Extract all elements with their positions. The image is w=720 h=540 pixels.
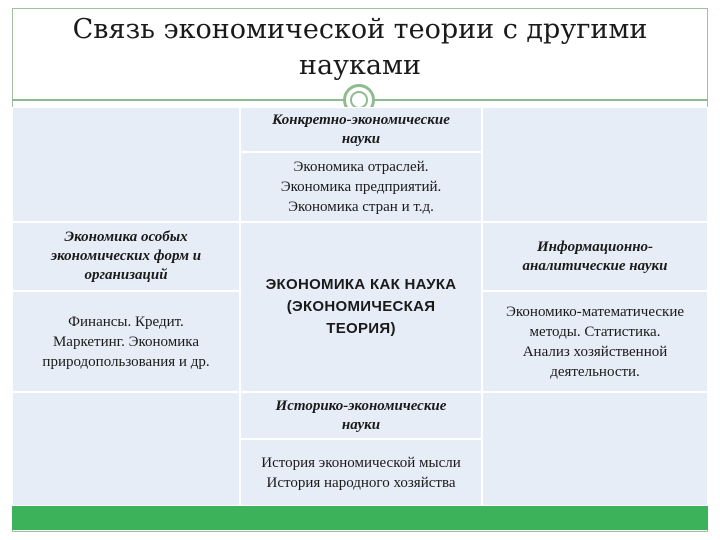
concrete-sciences-list [240,152,482,222]
information-analytic-heading [482,222,708,291]
concrete-sciences-item: Экономика предприятий. [280,179,442,195]
slide-title-line-2: науками [299,50,421,81]
special-forms-item: Финансы. Кредит. [68,313,184,330]
historical-sciences-heading-line: науки [341,416,381,433]
concrete-sciences-heading [240,107,482,152]
concrete-sciences-heading-line: науки [341,130,381,147]
information-analytic-heading-line: Информационно- [536,238,654,255]
information-analytic-heading-line: аналитические науки [522,257,668,274]
information-analytic-item: методы. Статистика. [529,323,661,340]
historical-sciences-list [240,439,482,506]
information-analytic-item: Анализ хозяйственной [522,343,668,360]
information-analytic-item: деятельности. [550,363,640,380]
empty-cell-top-right [482,107,708,222]
historical-sciences-heading-line: Историко-экономические [275,397,447,414]
economic-theory-center [240,222,482,392]
empty-cell-bottom-right [482,392,708,506]
economic-theory-line: ТЕОРИЯ) [326,320,396,337]
information-analytic-list [482,291,708,392]
special-forms-heading-line: Экономика особых [64,229,188,245]
slide-title-line-1: Связь экономической теории с другими [72,14,648,45]
special-forms-heading-line: экономических форм и [50,248,202,264]
science-relations-table [12,107,708,506]
economic-theory-line: ЭКОНОМИКА КАК НАУКА [265,276,457,293]
special-forms-item: Маркетинг. Экономика [52,333,200,350]
concrete-sciences-item: Экономика стран и т.д. [288,199,434,215]
special-forms-item: природопользования и др. [42,353,210,370]
concrete-sciences-heading-line: Конкретно-экономические [272,111,450,128]
special-forms-heading-line: организаций [84,267,168,283]
empty-cell-bottom-left [12,392,240,506]
special-forms-list [12,291,240,392]
special-forms-heading [12,222,240,291]
information-analytic-item: Экономико-математические [505,303,685,320]
economic-theory-line: (ЭКОНОМИЧЕСКАЯ [286,298,436,315]
empty-cell-top-left [12,107,240,222]
historical-sciences-item: История народного хозяйства [266,474,456,491]
historical-sciences-item: История экономической мысли [261,454,461,471]
footer-green-bar [12,506,708,530]
concrete-sciences-item: Экономика отраслей. [293,159,429,175]
historical-sciences-heading [240,392,482,439]
